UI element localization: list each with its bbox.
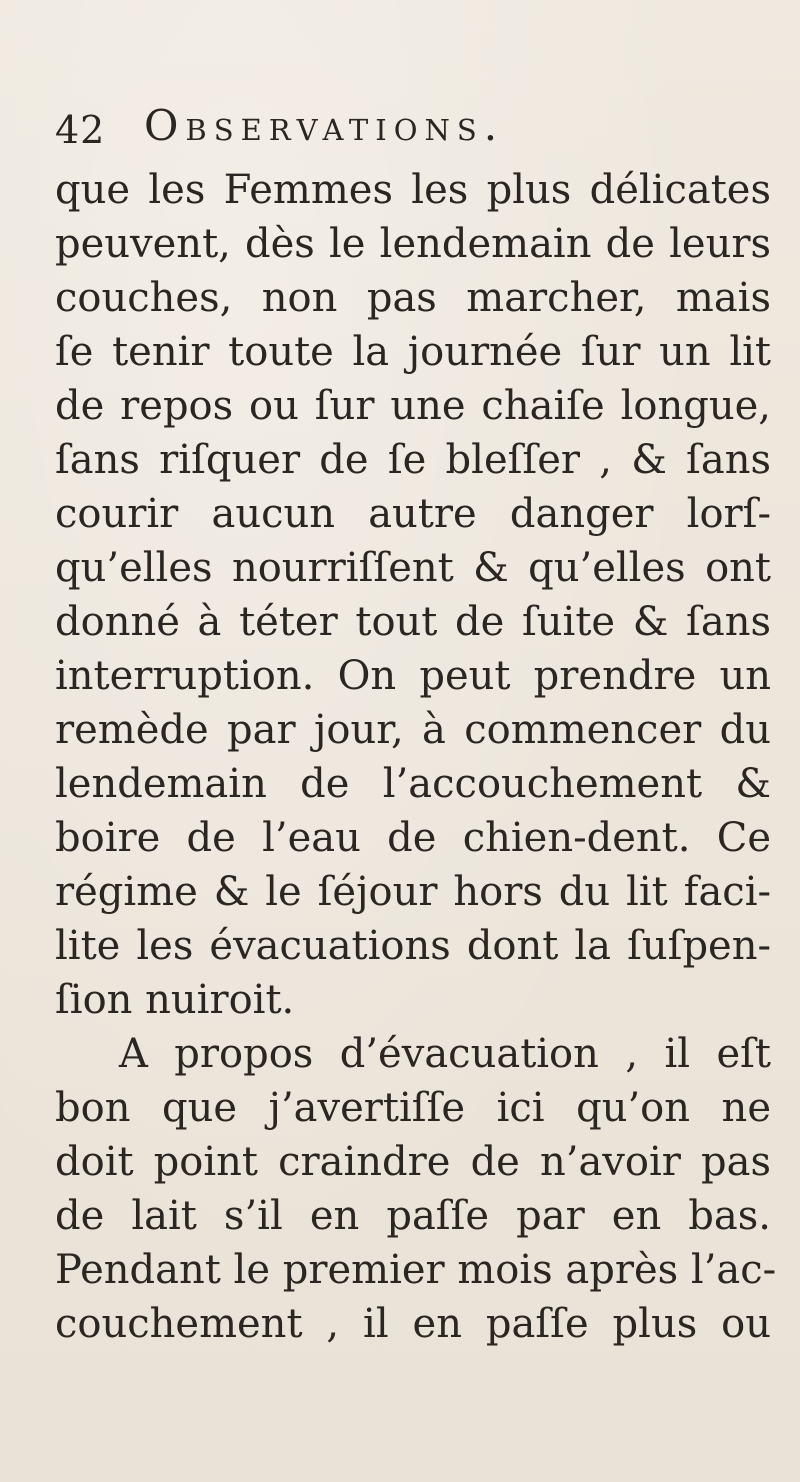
text-line-11: remède par jour, à commencer du xyxy=(55,707,771,753)
text-line-8: qu’elles nourriſſent & qu’elles ont xyxy=(55,545,771,591)
page-header xyxy=(55,102,775,158)
text-line-2: peuvent, dès le lendemain de leurs xyxy=(55,221,771,267)
text-line-5: de repos ou ſur une chaiſe longue, xyxy=(55,383,771,429)
text-line-19: doit point craindre de n’avoir pas xyxy=(55,1139,771,1185)
text-line-13: boire de l’eau de chien-dent. Ce xyxy=(55,815,771,861)
text-line-6: ſans riſquer de ſe bleſſer , & ſans xyxy=(55,437,771,483)
running-head: Observations. xyxy=(144,101,505,150)
page-number: 42 xyxy=(55,108,106,152)
text-line-15: lite les évacuations dont la ſuſpen- xyxy=(55,923,771,969)
text-line-21: Pendant le premier mois après l’ac- xyxy=(55,1247,777,1293)
text-line-14: régime & le ſéjour hors du lit faci- xyxy=(55,869,771,915)
text-line-9: donné à téter tout de ſuite & ſans xyxy=(55,599,771,645)
text-line-3: couches, non pas marcher, mais xyxy=(55,275,771,321)
text-line-16: ſion nuiroit. xyxy=(55,977,295,1023)
text-line-12: lendemain de l’accouchement & xyxy=(55,761,771,807)
text-line-1: que les Femmes les plus délicates xyxy=(55,167,771,213)
text-line-7: courir aucun autre danger lorſ- xyxy=(55,491,771,537)
text-line-10: interruption. On peut prendre un xyxy=(55,653,771,699)
text-line-20: de lait s’il en paſſe par en bas. xyxy=(55,1193,771,1239)
text-line-18: bon que j’avertiſſe ici qu’on ne xyxy=(55,1085,771,1131)
text-line-4: ſe tenir toute la journée ſur un lit xyxy=(55,329,771,375)
text-line-22: couchement , il en paſſe plus ou xyxy=(55,1301,771,1347)
text-line-17: A propos d’évacuation , il eſt xyxy=(119,1031,771,1077)
